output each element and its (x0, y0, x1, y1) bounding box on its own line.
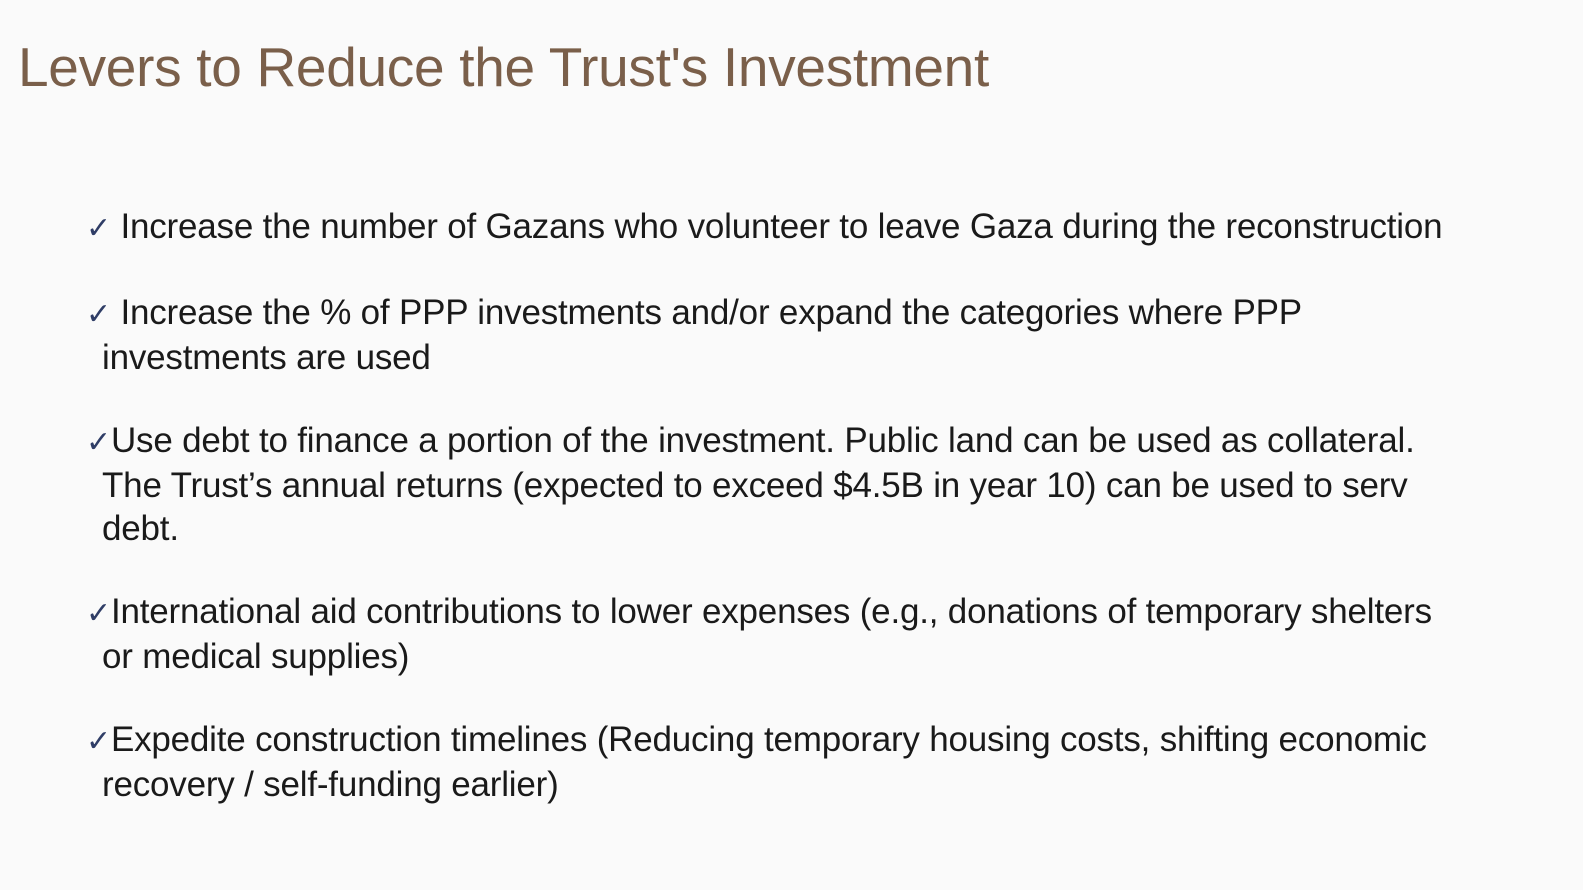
bullet-text: debt. (102, 509, 179, 548)
bullet-item (86, 718, 1486, 806)
bullet-item (86, 205, 1486, 250)
checkmark-icon: ✓ (86, 596, 111, 631)
checkmark-icon: ✓ (86, 724, 111, 759)
checkmark-icon: ✓ (86, 211, 111, 246)
slide-title: Levers to Reduce the Trust's Investment (18, 36, 989, 98)
bullet-text: Increase the % of PPP investments and/or expand the categories where PPP (120, 293, 1302, 332)
bullet-text: Use debt to finance a portion of the investment. Public land can be used as collateral. (110, 421, 1415, 460)
checkmark-icon: ✓ (86, 297, 111, 332)
bullet-item (86, 291, 1486, 379)
bullet-text: International aid contributions to lower expenses (e.g., donations of temporary shelters (110, 592, 1432, 631)
bullet-text: investments are used (102, 338, 431, 377)
checkmark-icon: ✓ (86, 425, 111, 460)
bullet-text: Expedite construction timelines (Reducing temporary housing costs, shifting economic (110, 720, 1427, 759)
bullet-text: or medical supplies) (102, 637, 410, 676)
bullet-text: The Trust’s annual returns (expected to exceed $4.5B in year 10) can be used to serv (102, 466, 1408, 505)
bullet-text: Increase the number of Gazans who volunteer to leave Gaza during the reconstruction (120, 207, 1443, 246)
bullet-item (86, 419, 1486, 550)
bullet-item (86, 590, 1486, 678)
bullet-text: recovery / self-funding earlier) (102, 765, 559, 804)
